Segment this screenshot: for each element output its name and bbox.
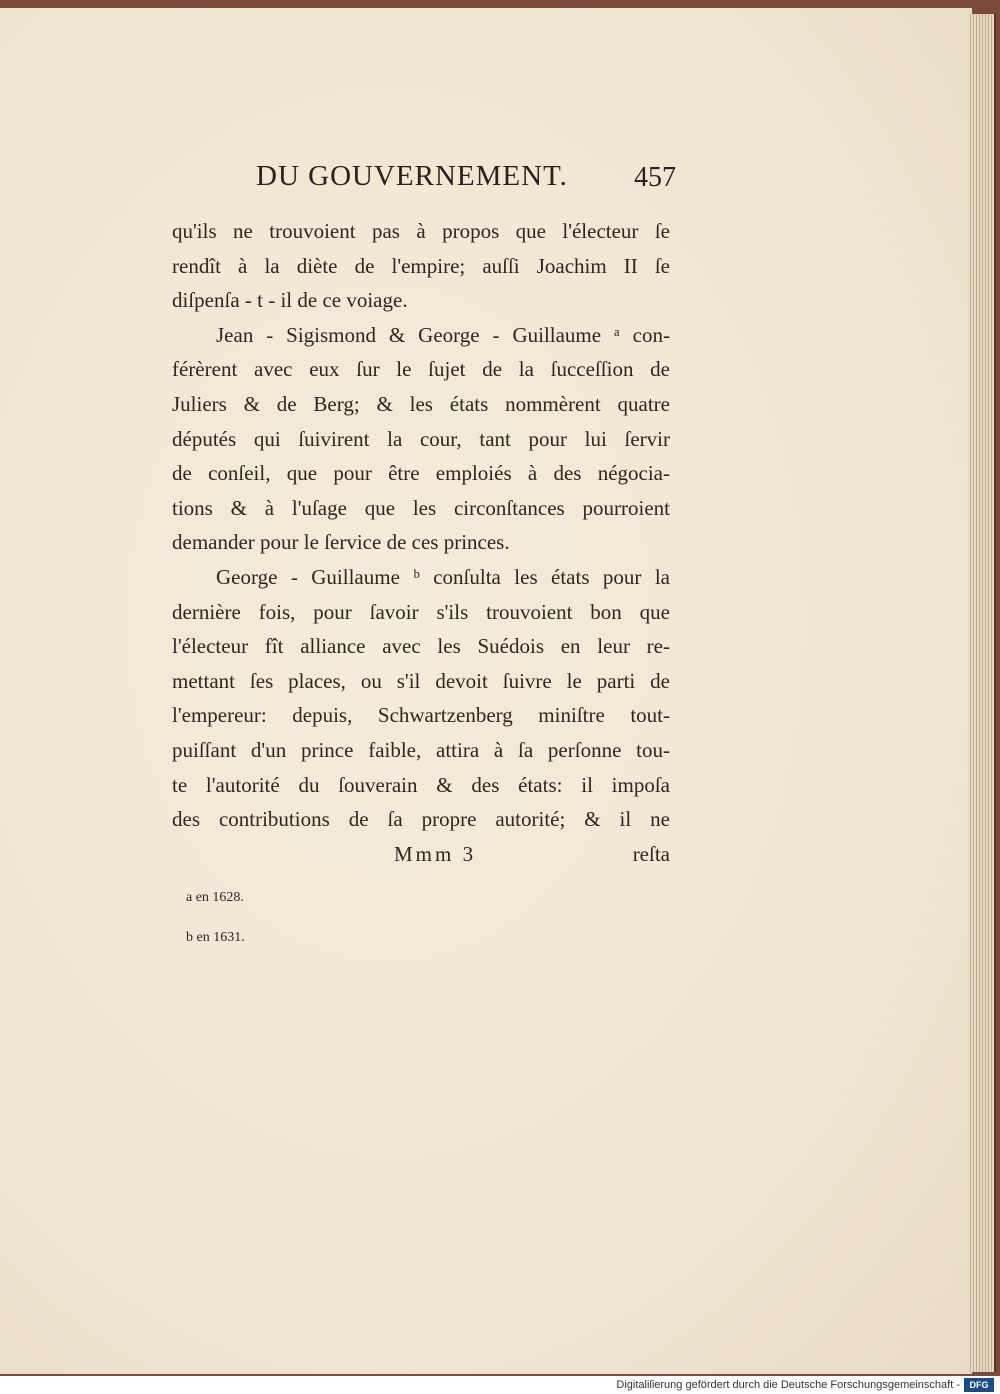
text-line: puiſſant d'un prince faible, attira à ſa perſonne tou- [172,737,670,762]
text-line: rendît à la diète de l'empire; auſſi Joachim II ſe [172,253,670,278]
footnote-b [186,926,245,966]
footnote-a [186,886,245,926]
body-text [172,214,670,871]
text-line: qu'ils ne trouvoient pas à propos que l'électeur ſe [172,219,670,243]
running-head: DU GOUVERNEMENT. [256,160,568,192]
text-line: dernière fois, pour ſavoir s'ils trouvoient bon que [172,599,670,624]
text-line: des contributions de ſa propre autorité; & il ne [172,807,670,832]
digitization-credit: Digitaliſierung gefördert durch die Deutsche Forschungsgemeinschaft - [616,1379,960,1391]
text-line: férèrent avec eux ſur le ſujet de la ſucceſſion de [172,357,670,382]
text-line: George - Guillaume ᵇ conſulta les états pour la [216,564,670,589]
signature-row [172,837,670,872]
text-line: tions & à l'uſage que les circonſtances pourroient [172,495,670,520]
footnote-mark: a [186,890,193,905]
footnote-mark: b [186,930,193,945]
signature-mark: Mmm 3 [394,841,477,866]
text-line: l'empereur: depuis, Schwartzenberg miniſtre tout- [172,703,670,728]
text-line: l'électeur fît alliance avec les Suédois en leur re- [172,634,670,659]
text-line: demander pour le ſervice de ces princes. [172,530,510,555]
page-edge-stack [968,14,996,1372]
footnotes [186,886,245,966]
text-lines [172,214,670,837]
text-line: mettant ſes places, ou s'il devoit ſuivre le parti de [172,668,670,693]
text-line: Juliers & de Berg; & les états nommèrent quatre [172,391,670,416]
page-number: 457 [634,162,676,193]
text-line: diſpenſa - t - il de ce voiage. [172,288,408,313]
dfg-logo: DFG [964,1378,994,1392]
text-line: de conſeil, que pour être emploiés à des négocia- [172,461,670,486]
text-line: te l'autorité du ſouverain & des états: il impoſa [172,772,670,797]
text-line: députés qui ſuivirent la cour, tant pour lui ſervir [172,426,670,451]
text-line: Jean - Sigismond & George - Guillaume ᵃ con- [216,322,670,347]
footnote-text: en 1631. [196,930,245,945]
page-header [256,160,676,200]
catchword: reſta [632,841,670,866]
footnote-text: en 1628. [195,890,244,905]
